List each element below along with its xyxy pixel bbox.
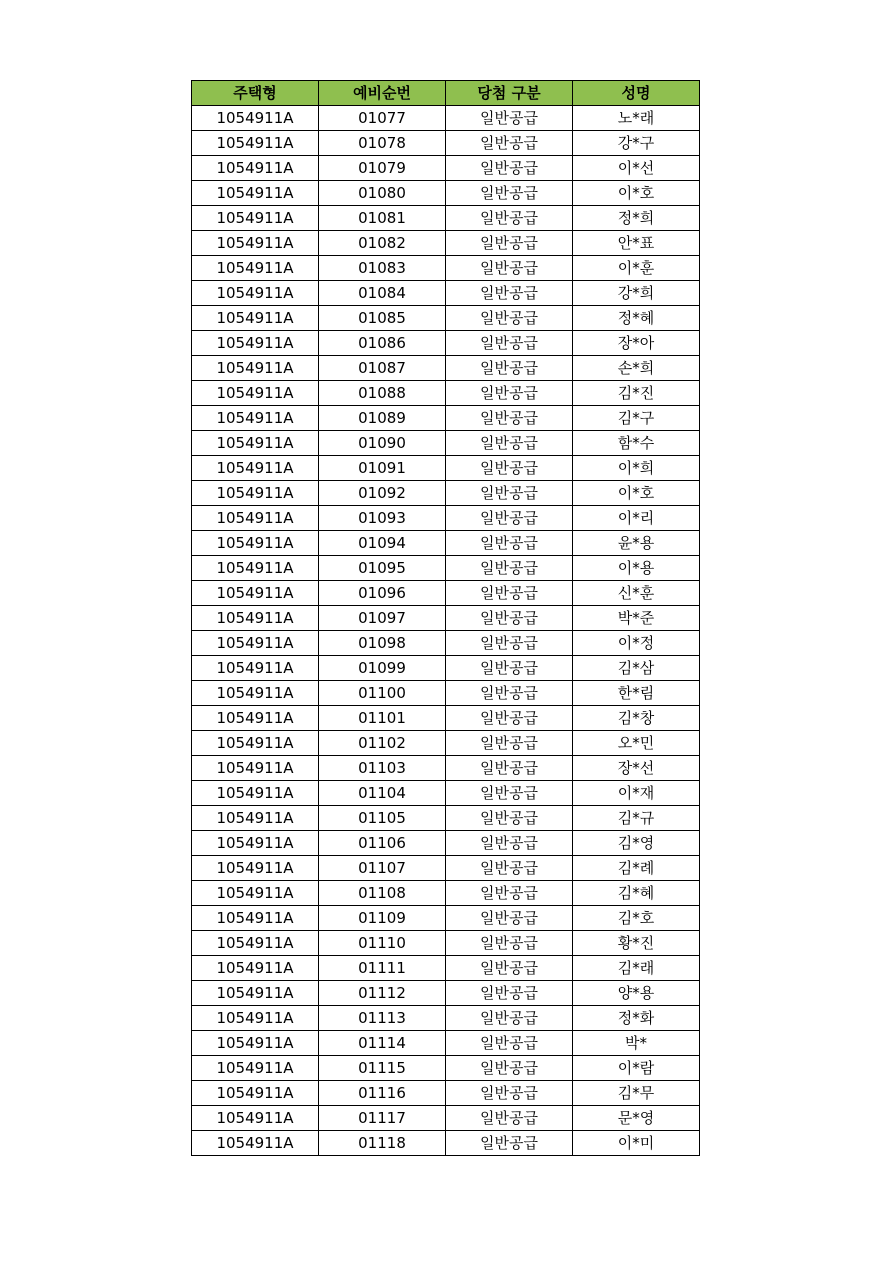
cell-name: 이*선 [573, 156, 700, 181]
cell-housing-type: 1054911A [192, 256, 319, 281]
table-row [192, 931, 700, 956]
cell-housing-type: 1054911A [192, 206, 319, 231]
cell-winner-category: 일반공급 [446, 681, 573, 706]
cell-housing-type: 1054911A [192, 481, 319, 506]
cell-winner-category: 일반공급 [446, 656, 573, 681]
cell-housing-type: 1054911A [192, 281, 319, 306]
cell-reserve-number: 01118 [319, 1131, 446, 1156]
cell-reserve-number: 01103 [319, 756, 446, 781]
table-row [192, 331, 700, 356]
cell-reserve-number: 01083 [319, 256, 446, 281]
cell-name: 이*미 [573, 1131, 700, 1156]
header-row [192, 81, 700, 106]
cell-reserve-number: 01110 [319, 931, 446, 956]
cell-winner-category: 일반공급 [446, 506, 573, 531]
cell-winner-category: 일반공급 [446, 731, 573, 756]
cell-name: 장*아 [573, 331, 700, 356]
cell-name: 정*혜 [573, 306, 700, 331]
cell-reserve-number: 01092 [319, 481, 446, 506]
cell-housing-type: 1054911A [192, 406, 319, 431]
cell-name: 신*훈 [573, 581, 700, 606]
table-row [192, 206, 700, 231]
table-row [192, 856, 700, 881]
cell-name: 황*진 [573, 931, 700, 956]
table-row [192, 431, 700, 456]
cell-winner-category: 일반공급 [446, 781, 573, 806]
table-row [192, 556, 700, 581]
cell-name: 손*희 [573, 356, 700, 381]
cell-housing-type: 1054911A [192, 106, 319, 131]
cell-name: 함*수 [573, 431, 700, 456]
cell-name: 오*민 [573, 731, 700, 756]
cell-housing-type: 1054911A [192, 981, 319, 1006]
cell-reserve-number: 01107 [319, 856, 446, 881]
cell-housing-type: 1054911A [192, 156, 319, 181]
cell-reserve-number: 01081 [319, 206, 446, 231]
results-table-container [191, 80, 700, 1156]
cell-housing-type: 1054911A [192, 706, 319, 731]
table-row [192, 1131, 700, 1156]
cell-housing-type: 1054911A [192, 781, 319, 806]
cell-name: 강*구 [573, 131, 700, 156]
header-name: 성명 [573, 81, 700, 106]
cell-housing-type: 1054911A [192, 356, 319, 381]
cell-reserve-number: 01097 [319, 606, 446, 631]
cell-housing-type: 1054911A [192, 606, 319, 631]
cell-reserve-number: 01080 [319, 181, 446, 206]
table-row [192, 781, 700, 806]
cell-name: 김*진 [573, 381, 700, 406]
table-row [192, 306, 700, 331]
cell-winner-category: 일반공급 [446, 1056, 573, 1081]
cell-winner-category: 일반공급 [446, 281, 573, 306]
cell-name: 김*삼 [573, 656, 700, 681]
cell-winner-category: 일반공급 [446, 256, 573, 281]
cell-name: 문*영 [573, 1106, 700, 1131]
cell-reserve-number: 01095 [319, 556, 446, 581]
cell-reserve-number: 01084 [319, 281, 446, 306]
cell-name: 이*희 [573, 456, 700, 481]
cell-housing-type: 1054911A [192, 1031, 319, 1056]
cell-reserve-number: 01094 [319, 531, 446, 556]
cell-name: 이*정 [573, 631, 700, 656]
cell-winner-category: 일반공급 [446, 556, 573, 581]
cell-name: 김*창 [573, 706, 700, 731]
table-row [192, 531, 700, 556]
cell-winner-category: 일반공급 [446, 481, 573, 506]
table-row [192, 156, 700, 181]
cell-reserve-number: 01078 [319, 131, 446, 156]
table-row [192, 131, 700, 156]
cell-reserve-number: 01117 [319, 1106, 446, 1131]
cell-reserve-number: 01098 [319, 631, 446, 656]
cell-name: 정*희 [573, 206, 700, 231]
table-row [192, 506, 700, 531]
cell-winner-category: 일반공급 [446, 981, 573, 1006]
cell-winner-category: 일반공급 [446, 1006, 573, 1031]
table-row [192, 106, 700, 131]
table-row [192, 406, 700, 431]
cell-housing-type: 1054911A [192, 881, 319, 906]
cell-winner-category: 일반공급 [446, 156, 573, 181]
cell-reserve-number: 01087 [319, 356, 446, 381]
cell-housing-type: 1054911A [192, 431, 319, 456]
cell-winner-category: 일반공급 [446, 581, 573, 606]
cell-reserve-number: 01090 [319, 431, 446, 456]
cell-name: 이*훈 [573, 256, 700, 281]
cell-housing-type: 1054911A [192, 1081, 319, 1106]
cell-winner-category: 일반공급 [446, 106, 573, 131]
cell-housing-type: 1054911A [192, 331, 319, 356]
table-row [192, 1006, 700, 1031]
cell-housing-type: 1054911A [192, 631, 319, 656]
cell-name: 윤*용 [573, 531, 700, 556]
cell-winner-category: 일반공급 [446, 881, 573, 906]
cell-reserve-number: 01099 [319, 656, 446, 681]
cell-reserve-number: 01116 [319, 1081, 446, 1106]
cell-winner-category: 일반공급 [446, 1106, 573, 1131]
cell-name: 강*희 [573, 281, 700, 306]
cell-winner-category: 일반공급 [446, 431, 573, 456]
table-row [192, 456, 700, 481]
cell-housing-type: 1054911A [192, 381, 319, 406]
cell-name: 김*영 [573, 831, 700, 856]
table-row [192, 231, 700, 256]
cell-housing-type: 1054911A [192, 806, 319, 831]
cell-winner-category: 일반공급 [446, 756, 573, 781]
cell-winner-category: 일반공급 [446, 306, 573, 331]
cell-winner-category: 일반공급 [446, 906, 573, 931]
table-row [192, 256, 700, 281]
cell-housing-type: 1054911A [192, 531, 319, 556]
cell-name: 이*리 [573, 506, 700, 531]
table-row [192, 1106, 700, 1131]
cell-name: 이*용 [573, 556, 700, 581]
cell-winner-category: 일반공급 [446, 806, 573, 831]
cell-name: 김*래 [573, 956, 700, 981]
cell-housing-type: 1054911A [192, 581, 319, 606]
cell-name: 박*준 [573, 606, 700, 631]
table-row [192, 606, 700, 631]
cell-reserve-number: 01113 [319, 1006, 446, 1031]
cell-name: 이*호 [573, 481, 700, 506]
cell-reserve-number: 01114 [319, 1031, 446, 1056]
table-row [192, 356, 700, 381]
cell-winner-category: 일반공급 [446, 331, 573, 356]
cell-winner-category: 일반공급 [446, 206, 573, 231]
cell-winner-category: 일반공급 [446, 381, 573, 406]
cell-reserve-number: 01086 [319, 331, 446, 356]
cell-name: 이*람 [573, 1056, 700, 1081]
cell-winner-category: 일반공급 [446, 231, 573, 256]
cell-reserve-number: 01077 [319, 106, 446, 131]
table-row [192, 756, 700, 781]
cell-name: 김*규 [573, 806, 700, 831]
table-row [192, 281, 700, 306]
cell-winner-category: 일반공급 [446, 356, 573, 381]
cell-reserve-number: 01082 [319, 231, 446, 256]
table-row [192, 1031, 700, 1056]
cell-name: 안*표 [573, 231, 700, 256]
cell-housing-type: 1054911A [192, 506, 319, 531]
table-row [192, 1056, 700, 1081]
cell-winner-category: 일반공급 [446, 456, 573, 481]
cell-reserve-number: 01079 [319, 156, 446, 181]
table-row [192, 881, 700, 906]
table-row [192, 831, 700, 856]
cell-name: 김*무 [573, 1081, 700, 1106]
table-row [192, 181, 700, 206]
table-row [192, 981, 700, 1006]
header-winner-category: 당첨 구분 [446, 81, 573, 106]
table-row [192, 381, 700, 406]
cell-housing-type: 1054911A [192, 1006, 319, 1031]
cell-housing-type: 1054911A [192, 306, 319, 331]
cell-name: 이*재 [573, 781, 700, 806]
cell-winner-category: 일반공급 [446, 1081, 573, 1106]
cell-winner-category: 일반공급 [446, 1031, 573, 1056]
cell-reserve-number: 01108 [319, 881, 446, 906]
cell-winner-category: 일반공급 [446, 856, 573, 881]
cell-housing-type: 1054911A [192, 556, 319, 581]
cell-reserve-number: 01104 [319, 781, 446, 806]
header-reserve-number: 예비순번 [319, 81, 446, 106]
cell-reserve-number: 01091 [319, 456, 446, 481]
cell-name: 양*용 [573, 981, 700, 1006]
cell-housing-type: 1054911A [192, 906, 319, 931]
cell-name: 노*래 [573, 106, 700, 131]
cell-reserve-number: 01102 [319, 731, 446, 756]
cell-housing-type: 1054911A [192, 1131, 319, 1156]
table-row [192, 681, 700, 706]
cell-reserve-number: 01109 [319, 906, 446, 931]
cell-reserve-number: 01100 [319, 681, 446, 706]
cell-winner-category: 일반공급 [446, 606, 573, 631]
cell-reserve-number: 01111 [319, 956, 446, 981]
cell-name: 김*혜 [573, 881, 700, 906]
cell-housing-type: 1054911A [192, 1056, 319, 1081]
table-row [192, 956, 700, 981]
table-header [192, 81, 700, 106]
results-table [191, 80, 700, 1156]
cell-reserve-number: 01101 [319, 706, 446, 731]
cell-winner-category: 일반공급 [446, 706, 573, 731]
cell-housing-type: 1054911A [192, 731, 319, 756]
cell-housing-type: 1054911A [192, 1106, 319, 1131]
cell-winner-category: 일반공급 [446, 831, 573, 856]
cell-reserve-number: 01115 [319, 1056, 446, 1081]
cell-winner-category: 일반공급 [446, 131, 573, 156]
cell-winner-category: 일반공급 [446, 1131, 573, 1156]
cell-housing-type: 1054911A [192, 181, 319, 206]
cell-name: 김*례 [573, 856, 700, 881]
cell-housing-type: 1054911A [192, 856, 319, 881]
cell-winner-category: 일반공급 [446, 931, 573, 956]
cell-housing-type: 1054911A [192, 681, 319, 706]
cell-name: 이*호 [573, 181, 700, 206]
cell-reserve-number: 01088 [319, 381, 446, 406]
cell-reserve-number: 01093 [319, 506, 446, 531]
cell-name: 장*선 [573, 756, 700, 781]
cell-reserve-number: 01106 [319, 831, 446, 856]
cell-reserve-number: 01105 [319, 806, 446, 831]
table-row [192, 731, 700, 756]
cell-housing-type: 1054911A [192, 956, 319, 981]
table-row [192, 581, 700, 606]
cell-reserve-number: 01112 [319, 981, 446, 1006]
cell-winner-category: 일반공급 [446, 406, 573, 431]
cell-housing-type: 1054911A [192, 756, 319, 781]
cell-housing-type: 1054911A [192, 231, 319, 256]
table-row [192, 706, 700, 731]
cell-name: 박* [573, 1031, 700, 1056]
cell-winner-category: 일반공급 [446, 181, 573, 206]
cell-housing-type: 1054911A [192, 131, 319, 156]
cell-name: 한*림 [573, 681, 700, 706]
table-row [192, 1081, 700, 1106]
cell-housing-type: 1054911A [192, 831, 319, 856]
cell-winner-category: 일반공급 [446, 531, 573, 556]
cell-winner-category: 일반공급 [446, 956, 573, 981]
cell-housing-type: 1054911A [192, 656, 319, 681]
cell-reserve-number: 01085 [319, 306, 446, 331]
table-body [192, 106, 700, 1156]
cell-name: 김*호 [573, 906, 700, 931]
table-row [192, 806, 700, 831]
header-housing-type: 주택형 [192, 81, 319, 106]
cell-name: 정*화 [573, 1006, 700, 1031]
cell-name: 김*구 [573, 406, 700, 431]
cell-reserve-number: 01096 [319, 581, 446, 606]
cell-housing-type: 1054911A [192, 931, 319, 956]
cell-reserve-number: 01089 [319, 406, 446, 431]
table-row [192, 631, 700, 656]
cell-winner-category: 일반공급 [446, 631, 573, 656]
table-row [192, 906, 700, 931]
table-row [192, 481, 700, 506]
table-row [192, 656, 700, 681]
cell-housing-type: 1054911A [192, 456, 319, 481]
